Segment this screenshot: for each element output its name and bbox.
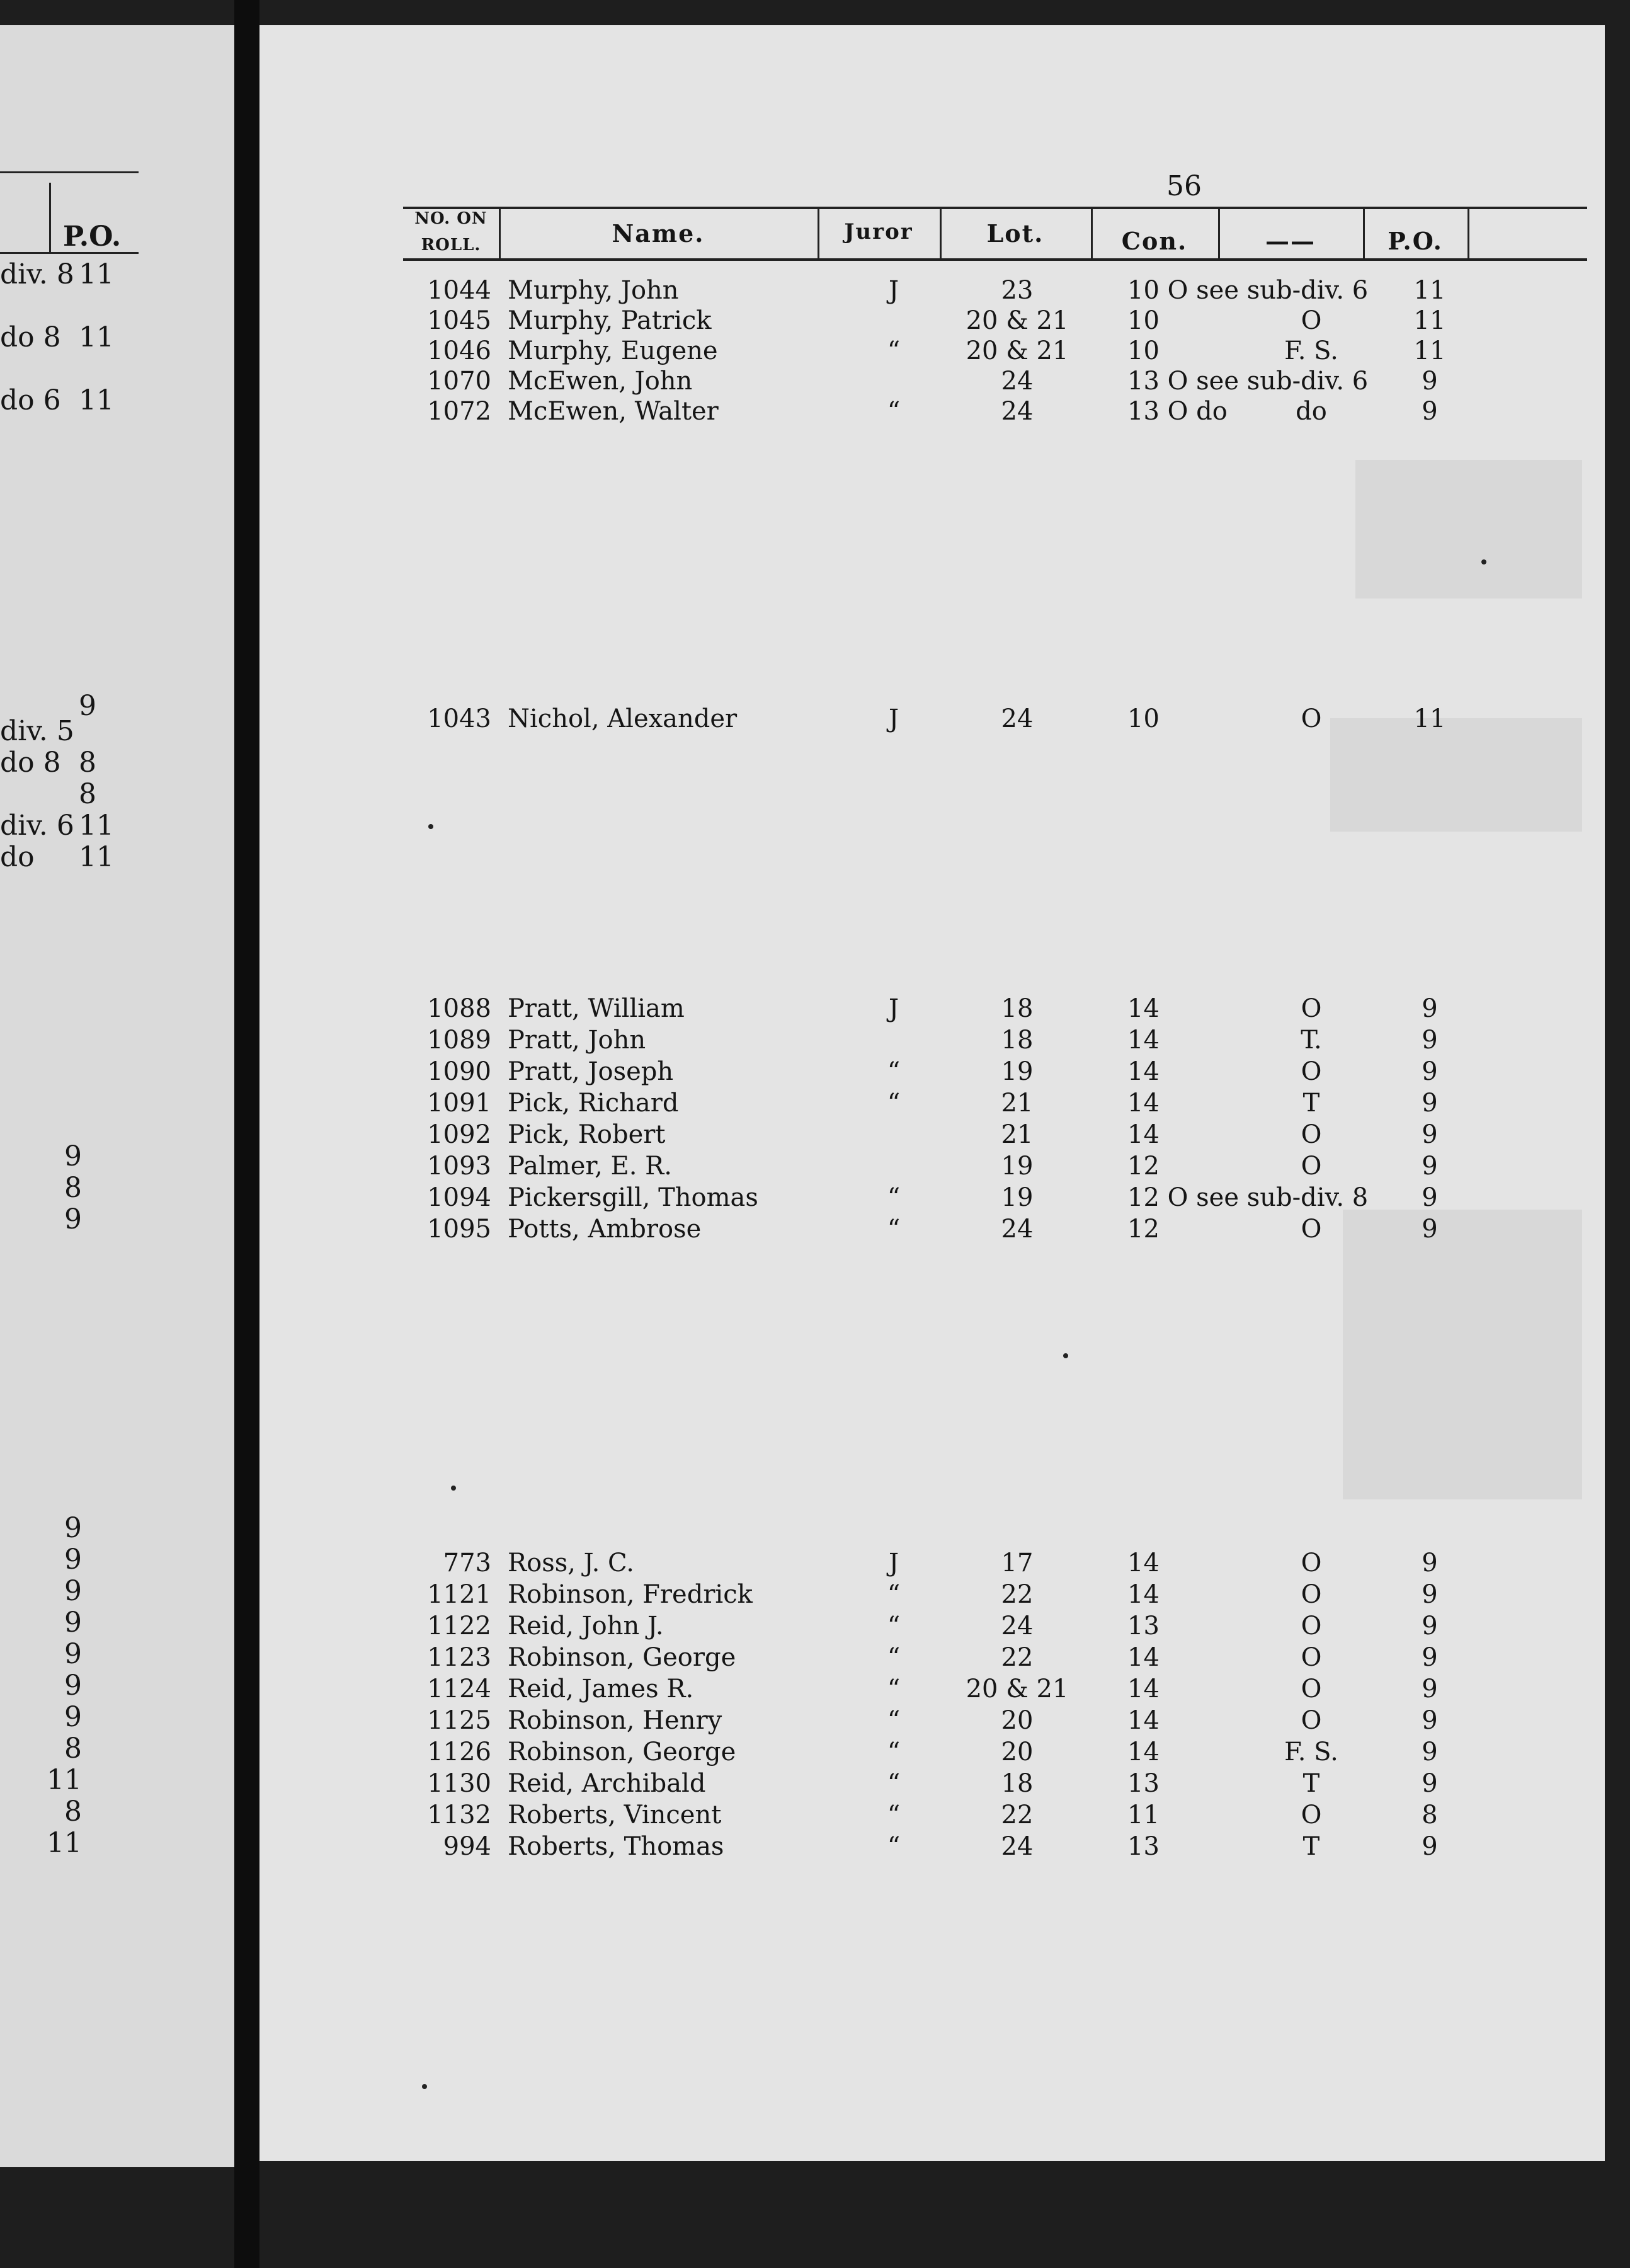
roll-number: 1121 [427, 1580, 491, 1609]
roll-number: 1125 [427, 1706, 491, 1735]
status-code: O [1301, 306, 1322, 335]
bleed-through [1355, 460, 1582, 598]
facing-page-line-text: do 8 [0, 321, 61, 353]
status-code: O [1301, 1580, 1322, 1609]
table-row [259, 1089, 1605, 1120]
facing-page-line-po: 8 [79, 747, 96, 779]
post-office: 11 [1413, 276, 1446, 305]
post-office: 9 [1422, 1832, 1438, 1861]
concession: 10 O see sub-div. 6 [1127, 276, 1369, 305]
status-code: O [1301, 1215, 1322, 1244]
post-office: 9 [1422, 1057, 1438, 1086]
post-office: 9 [1422, 367, 1438, 396]
facing-page-line-text: do 8 [0, 747, 61, 779]
post-office: 9 [1422, 397, 1438, 426]
person-name: Murphy, Patrick [508, 306, 712, 335]
facing-page [0, 25, 234, 2167]
table-row [259, 1675, 1605, 1706]
concession: 13 O do [1127, 397, 1228, 426]
concession: 14 [1127, 1057, 1160, 1086]
post-office: 9 [1422, 1612, 1438, 1641]
status-code: O [1301, 1549, 1322, 1578]
facing-page-line-text: div. 6 [0, 810, 74, 842]
facing-page-line-po: 11 [79, 841, 114, 873]
lot-number: 17 [1001, 1549, 1034, 1578]
post-office: 9 [1422, 1026, 1438, 1055]
roll-number: 994 [443, 1832, 491, 1861]
header-lot: Lot. [986, 219, 1044, 248]
ink-speck [1063, 1353, 1068, 1358]
facing-page-line-text: do 6 [0, 384, 61, 416]
facing-page-line-po: 11 [79, 321, 114, 353]
status-code: O [1301, 1612, 1322, 1641]
person-name: Nichol, Alexander [508, 704, 738, 733]
lot-number: 21 [1001, 1120, 1034, 1149]
facing-page-number: 11 [47, 1764, 82, 1796]
table-row [259, 1152, 1605, 1183]
person-name: Palmer, E. R. [508, 1152, 672, 1181]
juror-mark: “ [887, 1643, 901, 1672]
concession: 14 [1127, 1675, 1160, 1704]
header-bottom-rule [403, 258, 1587, 261]
post-office: 9 [1422, 1738, 1438, 1767]
lot-number: 20 [1001, 1706, 1034, 1735]
table-row [259, 336, 1605, 368]
juror-mark: “ [887, 1612, 901, 1641]
table-row [259, 1549, 1605, 1580]
facing-page-line-po: 11 [79, 810, 114, 842]
facing-page-line-text: do [0, 841, 35, 873]
person-name: Reid, Archibald [508, 1769, 706, 1798]
post-office: 9 [1422, 1120, 1438, 1149]
roll-number: 1088 [427, 994, 491, 1023]
header-top-rule [403, 207, 1587, 209]
juror-mark: “ [887, 1801, 901, 1830]
status-code: O [1301, 1057, 1322, 1086]
juror-mark: “ [887, 1057, 901, 1086]
post-office: 9 [1422, 1549, 1438, 1578]
concession: 12 [1127, 1152, 1160, 1181]
page-number: 56 [1166, 170, 1202, 202]
juror-mark: “ [887, 397, 901, 426]
juror-mark: “ [887, 1675, 901, 1704]
table-row [259, 1026, 1605, 1057]
roll-number: 1089 [427, 1026, 491, 1055]
facing-page-number: 9 [64, 1670, 82, 1702]
person-name: Pratt, Joseph [508, 1057, 674, 1086]
post-office: 9 [1422, 1152, 1438, 1181]
lot-number: 20 & 21 [966, 336, 1069, 365]
table-row [259, 704, 1605, 736]
status-code: O [1301, 704, 1322, 733]
concession: 14 [1127, 1706, 1160, 1735]
facing-page-number: 8 [64, 1796, 82, 1828]
table-row [259, 1120, 1605, 1152]
table-row [259, 1832, 1605, 1864]
lot-number: 20 & 21 [966, 1675, 1069, 1704]
lot-number: 24 [1001, 1612, 1034, 1641]
status-code: T [1302, 1089, 1320, 1118]
lot-number: 22 [1001, 1580, 1034, 1609]
header-blank: —— [1265, 227, 1316, 255]
roll-number: 1043 [427, 704, 491, 733]
ink-speck [1481, 559, 1486, 564]
facing-page-number: 9 [64, 1544, 82, 1576]
juror-mark: “ [887, 1580, 901, 1609]
juror-mark: “ [887, 1832, 901, 1861]
facing-page-number: 8 [64, 1732, 82, 1765]
person-name: Pick, Robert [508, 1120, 666, 1149]
status-code: T. [1301, 1026, 1322, 1055]
concession: 13 [1127, 1832, 1160, 1861]
facing-page-line-po: 8 [79, 778, 96, 810]
header-no-on-roll-line2: ROLL. [421, 236, 481, 255]
lot-number: 19 [1001, 1152, 1034, 1181]
table-row [259, 1769, 1605, 1801]
juror-mark: “ [887, 1769, 901, 1798]
person-name: McEwen, John [508, 367, 693, 396]
juror-mark: J [888, 276, 899, 305]
roll-number: 1122 [427, 1612, 491, 1641]
post-office: 9 [1422, 1706, 1438, 1735]
post-office: 9 [1422, 1580, 1438, 1609]
roll-number: 1132 [427, 1801, 491, 1830]
lot-number: 19 [1001, 1057, 1034, 1086]
header-con: Con. [1121, 227, 1188, 255]
table-row [259, 1706, 1605, 1738]
concession: 12 O see sub-div. 8 [1127, 1183, 1369, 1212]
concession: 13 [1127, 1612, 1160, 1641]
post-office: 9 [1422, 1215, 1438, 1244]
status-code: F. S. [1284, 1738, 1338, 1767]
roll-number: 1123 [427, 1643, 491, 1672]
table-row [259, 367, 1605, 398]
juror-mark: “ [887, 1215, 901, 1244]
status-code: O [1301, 1643, 1322, 1672]
person-name: Reid, James R. [508, 1675, 694, 1704]
status-code: O [1301, 1706, 1322, 1735]
header-no-on-roll-line1: NO. ON [414, 209, 487, 228]
roll-number: 773 [443, 1549, 491, 1578]
person-name: Pratt, John [508, 1026, 646, 1055]
facing-page-number: 9 [64, 1512, 82, 1544]
juror-mark: J [888, 1549, 899, 1578]
table-row [259, 397, 1605, 428]
roll-number: 1126 [427, 1738, 491, 1767]
juror-mark: “ [887, 1089, 901, 1118]
ink-speck [428, 824, 433, 829]
lot-number: 24 [1001, 397, 1034, 426]
post-office: 9 [1422, 1675, 1438, 1704]
person-name: Robinson, George [508, 1643, 736, 1672]
roll-number: 1095 [427, 1215, 491, 1244]
person-name: Murphy, Eugene [508, 336, 718, 365]
status-code: O [1301, 1675, 1322, 1704]
concession: 14 [1127, 1089, 1160, 1118]
roll-number: 1045 [427, 306, 491, 335]
status-code: O [1301, 1152, 1322, 1181]
lot-number: 19 [1001, 1183, 1034, 1212]
table-row [259, 994, 1605, 1026]
lot-number: 22 [1001, 1801, 1034, 1830]
post-office: 9 [1422, 1769, 1438, 1798]
status-code: T [1302, 1769, 1320, 1798]
roll-number: 1130 [427, 1769, 491, 1798]
facing-page-line-po: 9 [79, 690, 96, 722]
concession: 14 [1127, 1643, 1160, 1672]
facing-page-number: 8 [64, 1172, 82, 1204]
facing-page-divider [49, 183, 51, 252]
roll-number: 1090 [427, 1057, 491, 1086]
post-office: 11 [1413, 306, 1446, 335]
roll-number: 1124 [427, 1675, 491, 1704]
post-office: 9 [1422, 994, 1438, 1023]
lot-number: 18 [1001, 1769, 1034, 1798]
concession: 14 [1127, 1120, 1160, 1149]
roll-number: 1094 [427, 1183, 491, 1212]
person-name: Pratt, William [508, 994, 685, 1023]
post-office: 11 [1413, 704, 1446, 733]
juror-mark: “ [887, 1738, 901, 1767]
table-row [259, 306, 1605, 338]
post-office: 9 [1422, 1183, 1438, 1212]
roll-number: 1093 [427, 1152, 491, 1181]
roll-number: 1092 [427, 1120, 491, 1149]
lot-number: 23 [1001, 276, 1034, 305]
facing-page-po-header: P.O. [63, 220, 122, 253]
register-page [259, 25, 1605, 2161]
person-name: Ross, J. C. [508, 1549, 634, 1578]
roll-number: 1044 [427, 276, 491, 305]
concession: 10 [1127, 704, 1160, 733]
concession: 11 [1127, 1801, 1160, 1830]
table-row [259, 1738, 1605, 1769]
concession: 14 [1127, 1026, 1160, 1055]
concession: 14 [1127, 1738, 1160, 1767]
lot-number: 20 [1001, 1738, 1034, 1767]
facing-page-number: 9 [64, 1701, 82, 1733]
ink-speck [451, 1486, 456, 1491]
person-name: Pickersgill, Thomas [508, 1183, 758, 1212]
table-row [259, 1580, 1605, 1612]
facing-page-line-text: div. 8 [0, 258, 74, 290]
person-name: Robinson, Fredrick [508, 1580, 753, 1609]
header-po: P.O. [1388, 227, 1443, 255]
juror-mark: “ [887, 336, 901, 365]
roll-number: 1046 [427, 336, 491, 365]
post-office: 9 [1422, 1643, 1438, 1672]
person-name: Potts, Ambrose [508, 1215, 702, 1244]
table-row [259, 276, 1605, 307]
lot-number: 18 [1001, 994, 1034, 1023]
status-code: do [1296, 397, 1327, 426]
table-row [259, 1801, 1605, 1832]
post-office: 9 [1422, 1089, 1438, 1118]
juror-mark: “ [887, 1183, 901, 1212]
concession: 10 [1127, 306, 1160, 335]
facing-page-number: 9 [64, 1638, 82, 1670]
post-office: 11 [1413, 336, 1446, 365]
roll-number: 1070 [427, 367, 491, 396]
concession: 13 O see sub-div. 6 [1127, 367, 1369, 396]
facing-page-rule [0, 171, 139, 173]
person-name: Roberts, Vincent [508, 1801, 722, 1830]
header-no-on-roll [403, 205, 499, 258]
concession: 10 [1127, 336, 1160, 365]
facing-page-number: 9 [64, 1575, 82, 1607]
person-name: Robinson, Henry [508, 1706, 722, 1735]
lot-number: 20 & 21 [966, 306, 1069, 335]
person-name: Reid, John J. [508, 1612, 664, 1641]
person-name: Pick, Richard [508, 1089, 679, 1118]
person-name: Roberts, Thomas [508, 1832, 724, 1861]
facing-page-number: 9 [64, 1203, 82, 1235]
facing-page-number: 9 [64, 1606, 82, 1639]
post-office: 8 [1422, 1801, 1438, 1830]
table-row [259, 1183, 1605, 1215]
juror-mark: J [888, 704, 899, 733]
header-name: Name. [612, 219, 705, 248]
facing-page-line-po: 11 [79, 384, 114, 416]
facing-page-number: 9 [64, 1140, 82, 1172]
facing-page-line-po: 11 [79, 258, 114, 290]
concession: 14 [1127, 1549, 1160, 1578]
binding-gutter [234, 0, 259, 2268]
table-row [259, 1643, 1605, 1675]
status-code: O [1301, 1801, 1322, 1830]
header-divider [1468, 209, 1469, 258]
bleed-through [1343, 1210, 1582, 1499]
lot-number: 18 [1001, 1026, 1034, 1055]
lot-number: 24 [1001, 1832, 1034, 1861]
facing-page-line-text: div. 5 [0, 715, 74, 747]
table-row [259, 1612, 1605, 1643]
status-code: F. S. [1284, 336, 1338, 365]
ink-speck [422, 2084, 427, 2089]
concession: 12 [1127, 1215, 1160, 1244]
concession: 14 [1127, 994, 1160, 1023]
concession: 13 [1127, 1769, 1160, 1798]
roll-number: 1072 [427, 397, 491, 426]
lot-number: 24 [1001, 367, 1034, 396]
person-name: Murphy, John [508, 276, 679, 305]
table-row [259, 1215, 1605, 1246]
lot-number: 24 [1001, 1215, 1034, 1244]
roll-number: 1091 [427, 1089, 491, 1118]
status-code: T [1302, 1832, 1320, 1861]
lot-number: 24 [1001, 704, 1034, 733]
lot-number: 22 [1001, 1643, 1034, 1672]
header-juror: Juror [844, 219, 913, 244]
table-row [259, 1057, 1605, 1089]
lot-number: 21 [1001, 1089, 1034, 1118]
concession: 14 [1127, 1580, 1160, 1609]
juror-mark: J [888, 994, 899, 1023]
facing-page-number: 11 [47, 1827, 82, 1859]
status-code: O [1301, 994, 1322, 1023]
person-name: McEwen, Walter [508, 397, 719, 426]
status-code: O [1301, 1120, 1322, 1149]
person-name: Robinson, George [508, 1738, 736, 1767]
juror-mark: “ [887, 1706, 901, 1735]
